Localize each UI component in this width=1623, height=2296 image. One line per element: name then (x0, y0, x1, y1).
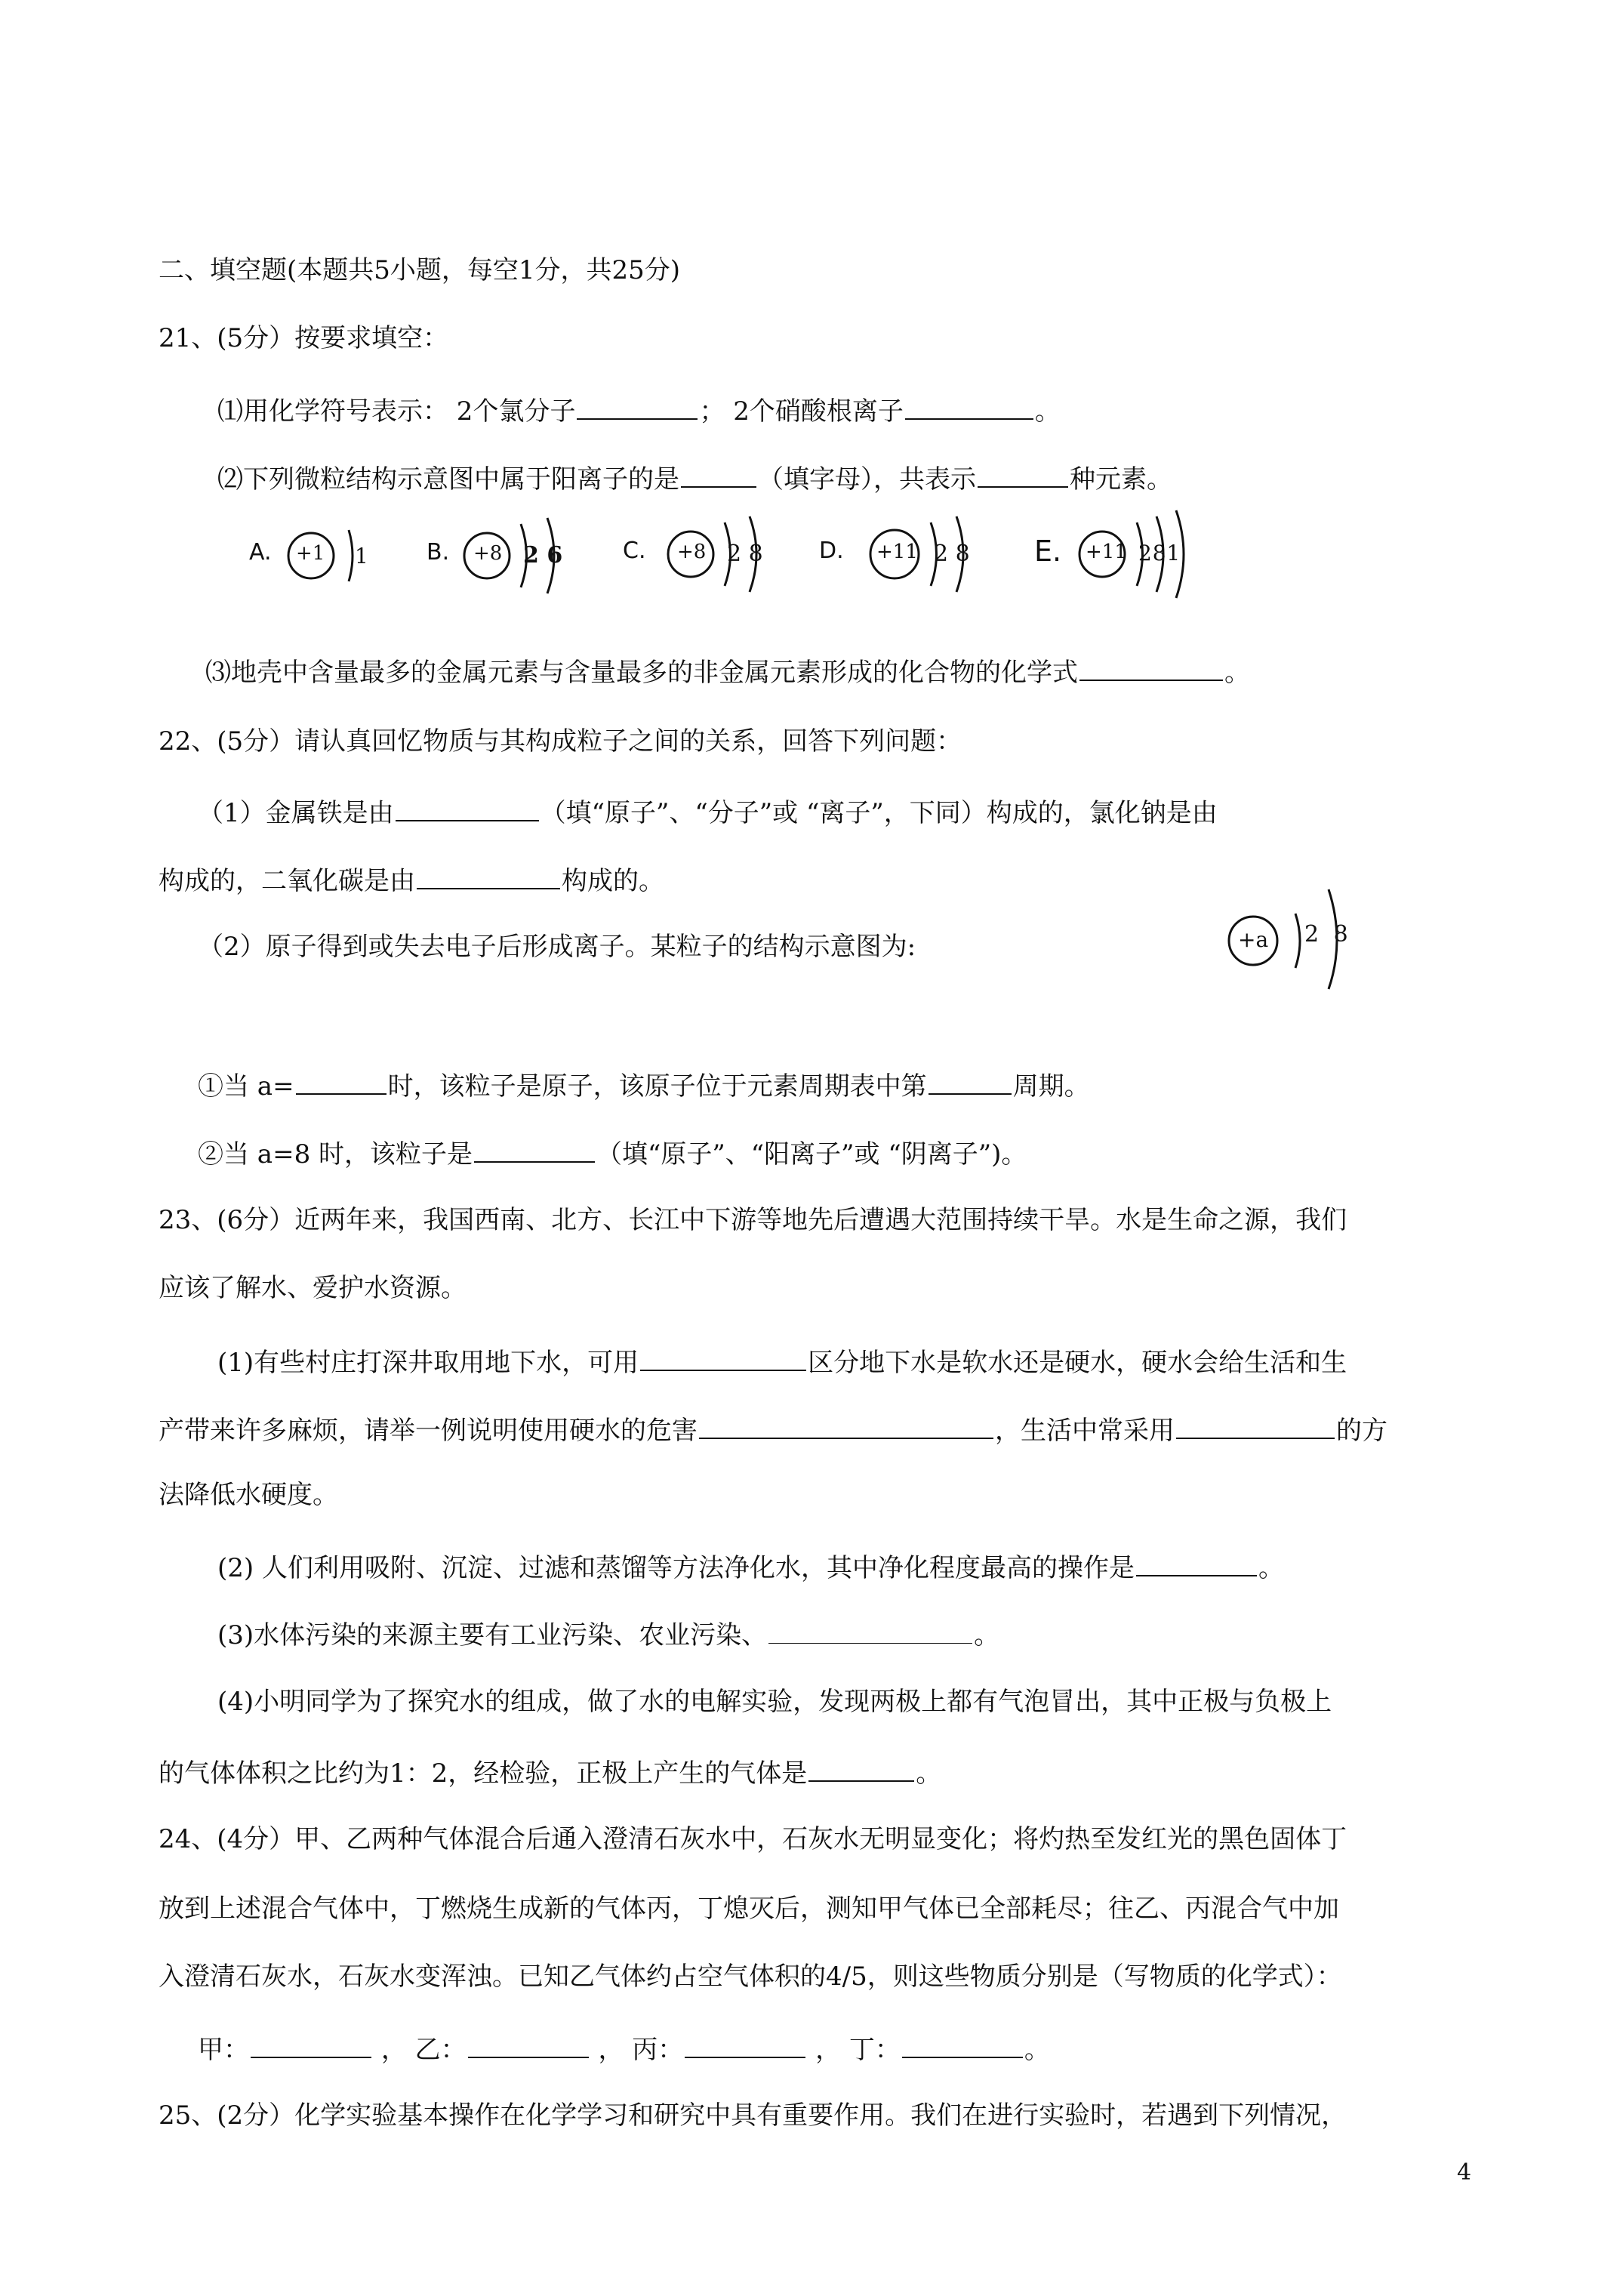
shell-electrons: 2 8 (934, 541, 970, 567)
q22-part1 (198, 793, 1218, 830)
q23-p4-text-b: 的气体体积之比约为1：2，经检验，正极上产生的气体是 (159, 1758, 808, 1789)
answer-blank[interactable] (699, 1410, 993, 1439)
shell-electrons: 2 8 (727, 541, 763, 567)
q23-p2-text-a: (2) 人们利用吸附、沉淀、过滤和蒸馏等方法净化水，其中净化程度最高的操作是 (217, 1553, 1135, 1583)
q21-p1-text-b: ； 2个硝酸根离子 (699, 396, 904, 427)
atom-diagram-d (819, 507, 993, 612)
q24-yi-label: ， 乙： (380, 2035, 467, 2065)
shell-electrons: 2 8 1 (1138, 541, 1178, 566)
section-heading: 二、填空题(本题共5小题，每空1分，共25分) (159, 255, 681, 285)
answer-blank[interactable] (978, 459, 1068, 488)
q22-part1-cont (159, 861, 664, 898)
q24-ding-label: ， 丁： (815, 2035, 901, 2065)
nucleus-charge: +a (1238, 927, 1269, 952)
shell-electrons: 2 8 (1304, 921, 1348, 948)
q24-line3: 入澄清石灰水，石灰水变浑浊。已知乙气体约占空气体积的4/5，则这些物质分别是（写物质的化学式）： (159, 1962, 1342, 1992)
q23-p2-text-b: 。 (1258, 1553, 1284, 1583)
q23-header-cont: 应该了解水、爱护水资源。 (159, 1273, 467, 1303)
nucleus-charge: +11 (1086, 541, 1127, 563)
answer-blank[interactable] (902, 2029, 1023, 2058)
q23-part1-end: 法降低水硬度。 (159, 1480, 338, 1510)
q22-header: 22、(5分）请认真回忆物质与其构成粒子之间的关系，回答下列问题： (159, 726, 962, 757)
q24-answers (198, 2029, 1050, 2066)
answer-blank[interactable] (929, 1066, 1012, 1095)
nucleus-charge: +11 (876, 541, 918, 563)
q22-part2: （2）原子得到或失去电子后形成离子。某粒子的结构示意图为: (198, 932, 916, 962)
atom-diagram-e (1034, 507, 1223, 612)
q23-p3-text-a: (3)水体污染的来源主要有工业污染、农业污染、 (217, 1620, 768, 1650)
q23-p3-text-b: 。 (974, 1620, 1000, 1650)
q23-part1-cont (159, 1410, 1387, 1447)
q23-header: 23、(6分）近两年来，我国西南、北方、长江中下游等地先后遭遇大范围持续干旱。水是生命之源，我们 (159, 1205, 1347, 1235)
q21-p2-text-a: ⑵下列微粒结构示意图中属于阳离子的是 (217, 464, 679, 495)
q22-p1-text-c: 构成的，二氧化碳是由 (159, 866, 415, 896)
diagram-letter: D. (819, 538, 844, 564)
answer-blank[interactable] (474, 1134, 595, 1163)
q23-part4: (4)小明同学为了探究水的组成，做了水的电解实验，发现两极上都有气泡冒出，其中正极与负极上 (217, 1687, 1332, 1717)
q21-part2 (217, 459, 1172, 496)
answer-blank[interactable] (1176, 1410, 1335, 1439)
answer-blank[interactable] (1136, 1548, 1257, 1576)
atom-diagram-b (427, 507, 593, 612)
q21-part3 (205, 652, 1250, 689)
q25-line1: 25、(2分）化学实验基本操作在化学学习和研究中具有重要作用。我们在进行实验时，若遇到下列情况， (159, 2100, 1347, 2131)
q21-p3-text-b: 。 (1224, 658, 1250, 688)
q23-part4-cont (159, 1753, 941, 1790)
answer-blank[interactable] (577, 391, 698, 420)
q24-bing-label: ， 丙： (598, 2035, 684, 2065)
q23-part3 (217, 1616, 999, 1652)
answer-blank[interactable] (468, 2029, 589, 2058)
atom-shell-graphic (427, 507, 593, 606)
answer-blank[interactable] (768, 1616, 972, 1644)
q21-p3-text-a: ⑶地壳中含量最多的金属元素与含量最多的非金属元素形成的化合物的化学式 (205, 658, 1078, 688)
q21-p2-text-c: 种元素。 (1070, 464, 1172, 495)
q23-p1-text-d: ，生活中常采用 (995, 1416, 1175, 1446)
q21-part1 (217, 391, 1061, 428)
atom-diagram-c (623, 507, 789, 612)
atom-diagram-a (242, 507, 393, 612)
q22-s2-text-b: （填“原子”、“阳离子”或 “阴离子”)。 (596, 1139, 1027, 1170)
shell-electrons: 1 (355, 544, 368, 569)
answer-blank[interactable] (1079, 652, 1223, 681)
answer-blank[interactable] (251, 2029, 371, 2058)
q23-part2 (217, 1548, 1284, 1585)
nucleus-charge: +1 (296, 542, 325, 565)
q21-p1-text-c: 。 (1034, 396, 1061, 427)
atom-shell-graphic (1034, 507, 1223, 606)
q23-p1-text-c: 产带来许多麻烦，请举一例说明使用硬水的危害 (159, 1416, 698, 1446)
q24-line1: 24、(4分）甲、乙两种气体混合后通入澄清石灰水中，石灰水无明显变化；将灼热至发红光的黑色固体丁 (159, 1824, 1347, 1854)
diagram-letter: A. (249, 539, 272, 566)
q23-p1-text-e: 的方 (1336, 1416, 1387, 1446)
atom-diagram-row (242, 507, 1223, 606)
nucleus-charge: +8 (473, 542, 503, 565)
q21-p2-text-b: （填字母），共表示 (758, 464, 976, 495)
q21-p1-text-a: ⑴用化学符号表示： 2个氯分子 (217, 396, 576, 427)
q23-p1-text-b: 区分地下水是软水还是硬水，硬水会给生活和生 (808, 1348, 1347, 1378)
q22-s2-text-a: ②当 a=8 时，该粒子是 (198, 1139, 473, 1170)
diagram-letter: B. (427, 539, 450, 566)
answer-blank[interactable] (681, 459, 756, 488)
answer-blank[interactable] (396, 793, 539, 821)
nucleus-charge: +8 (677, 541, 707, 563)
q22-s1-text-c: 周期。 (1012, 1071, 1090, 1102)
q22-sub2 (198, 1134, 1027, 1171)
answer-blank[interactable] (808, 1753, 914, 1782)
diagram-letter: E. (1034, 535, 1062, 568)
q23-part1 (217, 1342, 1347, 1379)
q24-end: 。 (1024, 2035, 1050, 2065)
q22-p1-text-d: 构成的。 (562, 866, 664, 896)
q23-p4-text-c: 。 (916, 1758, 942, 1789)
ion-diagram (1215, 883, 1381, 996)
q22-sub1 (198, 1066, 1090, 1103)
answer-blank[interactable] (296, 1066, 387, 1095)
q23-p1-text-a: (1)有些村庄打深井取用地下水，可用 (217, 1348, 639, 1378)
shell-electrons: 2 6 (523, 542, 563, 569)
answer-blank[interactable] (417, 861, 560, 889)
page-number: 4 (1457, 2159, 1472, 2186)
q21-header: 21、(5分）按要求填空： (159, 323, 449, 353)
diagram-letter: C. (623, 538, 646, 564)
q22-s1-text-b: 时，该粒子是原子，该原子位于元素周期表中第 (387, 1071, 927, 1102)
q22-p1-text-a: （1）金属铁是由 (198, 798, 394, 828)
q22-s1-text-a: ①当 a= (198, 1071, 294, 1102)
q24-jia-label: 甲： (198, 2035, 249, 2065)
answer-blank[interactable] (640, 1342, 806, 1371)
q22-p1-text-b: （填“原子”、“分子”或 “离子”，下同）构成的，氯化钠是由 (540, 798, 1218, 828)
answer-blank[interactable] (685, 2029, 805, 2058)
q24-line2: 放到上述混合气体中，丁燃烧生成新的气体丙，丁熄灭后，测知甲气体已全部耗尽；往乙、丙混合气中加 (159, 1894, 1339, 1924)
answer-blank[interactable] (905, 391, 1033, 420)
